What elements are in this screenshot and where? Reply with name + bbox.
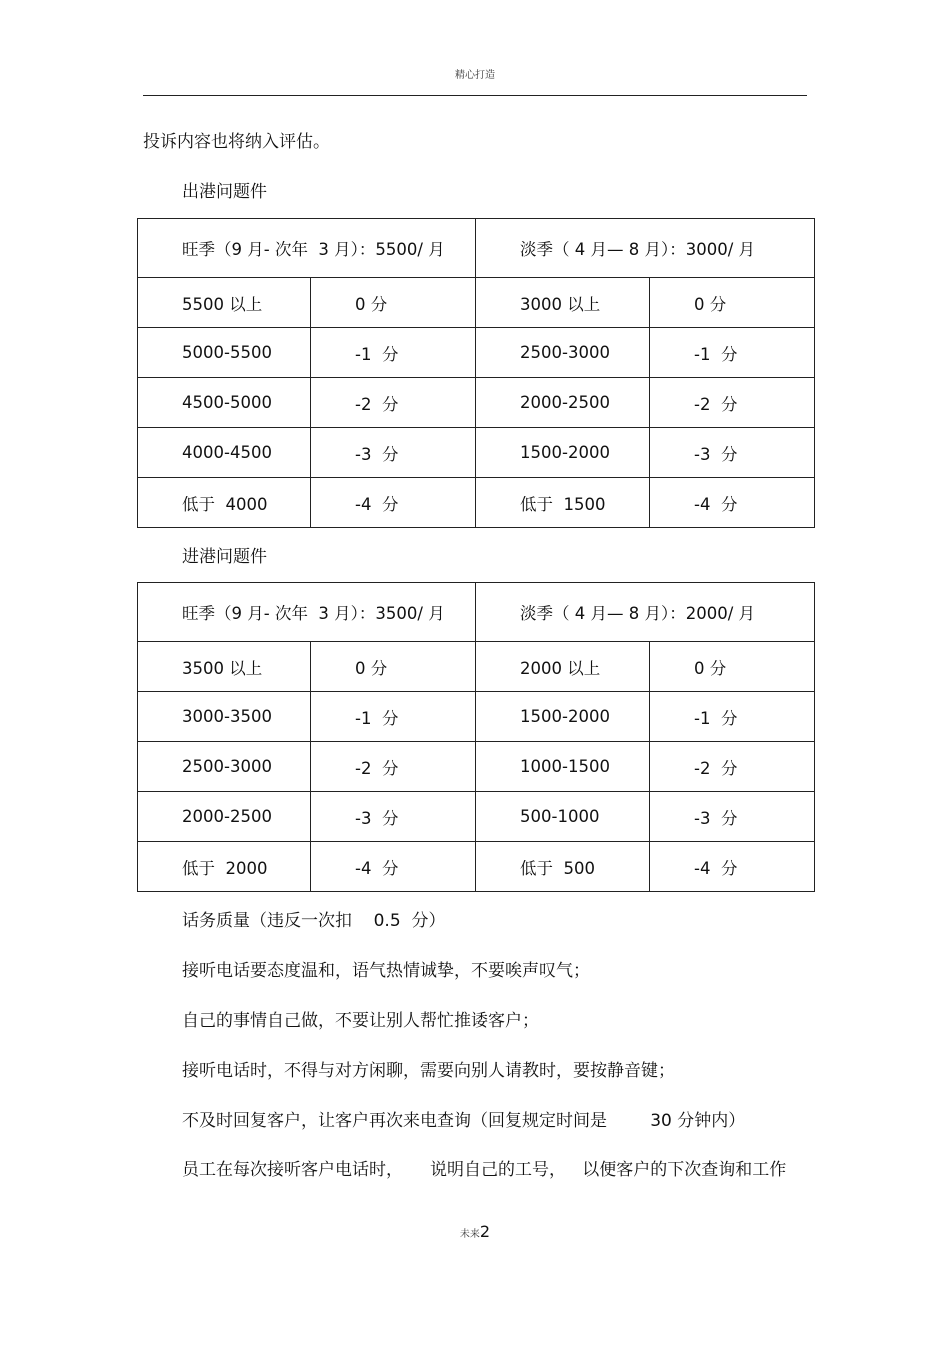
peak-score-cell: 0 分 — [311, 278, 476, 328]
peak-score-cell: -3 分 — [311, 792, 476, 842]
off-range-cell: 2500-3000 — [476, 328, 650, 378]
peak-score-cell: -1 分 — [311, 692, 476, 742]
quality-rule-5: 员工在每次接听客户电话时， 说明自己的工号， 以便客户的下次查询和工作 — [182, 1160, 787, 1180]
off-score-cell: -4 分 — [650, 842, 815, 892]
table-row — [138, 278, 815, 328]
header-divider — [143, 95, 807, 96]
footer-prefix: 未来 — [459, 1229, 480, 1240]
off-range-cell: 2000-2500 — [476, 378, 650, 428]
table-header-row — [138, 219, 815, 278]
off-score-cell: -3 分 — [650, 792, 815, 842]
quality-rule-3: 接听电话时，不得与对方闲聊，需要向别人请教时，要按静音键； — [182, 1061, 675, 1081]
peak-score-cell: -4 分 — [311, 842, 476, 892]
page-number: 2 — [479, 1222, 491, 1241]
outbound-section-title: 出港问题件 — [182, 182, 267, 202]
table-row — [138, 642, 815, 692]
off-score-cell: -4 分 — [650, 478, 815, 528]
table-row — [138, 328, 815, 378]
quality-rule-2: 自己的事情自己做，不要让别人帮忙推诿客户； — [182, 1011, 539, 1031]
peak-range-cell: 2000-2500 — [138, 792, 311, 842]
table-row — [138, 742, 815, 792]
off-score-cell: 0 分 — [650, 642, 815, 692]
peak-season-header: 旺季（9 月- 次年 3 月）：3500/ 月 — [138, 583, 476, 642]
peak-range-cell: 低于 4000 — [138, 478, 311, 528]
off-score-cell: -2 分 — [650, 742, 815, 792]
peak-score-cell: -2 分 — [311, 742, 476, 792]
off-range-cell: 500-1000 — [476, 792, 650, 842]
off-score-cell: -1 分 — [650, 328, 815, 378]
peak-range-cell: 2500-3000 — [138, 742, 311, 792]
off-score-cell: -1 分 — [650, 692, 815, 742]
peak-range-cell: 低于 2000 — [138, 842, 311, 892]
table-row — [138, 792, 815, 842]
table-row — [138, 692, 815, 742]
table-row — [138, 378, 815, 428]
peak-score-cell: 0 分 — [311, 642, 476, 692]
peak-range-cell: 3500 以上 — [138, 642, 311, 692]
off-range-cell: 1500-2000 — [476, 428, 650, 478]
page-header: 精心打造 — [455, 70, 495, 81]
off-score-cell: 0 分 — [650, 278, 815, 328]
quality-section-title: 话务质量（违反一次扣 0.5 分） — [182, 911, 446, 931]
off-range-cell: 1000-1500 — [476, 742, 650, 792]
off-score-cell: -3 分 — [650, 428, 815, 478]
table-row — [138, 842, 815, 892]
off-range-cell: 低于 500 — [476, 842, 650, 892]
off-range-cell: 2000 以上 — [476, 642, 650, 692]
off-score-cell: -2 分 — [650, 378, 815, 428]
quality-rule-4: 不及时回复客户，让客户再次来电查询（回复规定时间是 30 分钟内） — [182, 1111, 746, 1131]
peak-range-cell: 5000-5500 — [138, 328, 311, 378]
quality-rule-1: 接听电话要态度温和，语气热情诚挚，不要唉声叹气； — [182, 961, 590, 981]
peak-score-cell: -3 分 — [311, 428, 476, 478]
peak-season-header: 旺季（9 月- 次年 3 月）：5500/ 月 — [138, 219, 476, 278]
peak-score-cell: -2 分 — [311, 378, 476, 428]
peak-range-cell: 4500-5000 — [138, 378, 311, 428]
off-range-cell: 3000 以上 — [476, 278, 650, 328]
inbound-score-table — [137, 582, 815, 892]
outbound-score-table — [137, 218, 815, 528]
off-season-header: 淡季（ 4 月— 8 月）：2000/ 月 — [476, 583, 815, 642]
peak-score-cell: -4 分 — [311, 478, 476, 528]
page-footer — [0, 1222, 950, 1241]
peak-score-cell: -1 分 — [311, 328, 476, 378]
table-row — [138, 478, 815, 528]
table-row — [138, 428, 815, 478]
inbound-section-title: 进港问题件 — [182, 547, 267, 567]
off-range-cell: 1500-2000 — [476, 692, 650, 742]
peak-range-cell: 5500 以上 — [138, 278, 311, 328]
off-range-cell: 低于 1500 — [476, 478, 650, 528]
table-header-row — [138, 583, 815, 642]
peak-range-cell: 3000-3500 — [138, 692, 311, 742]
off-season-header: 淡季（ 4 月— 8 月）：3000/ 月 — [476, 219, 815, 278]
peak-range-cell: 4000-4500 — [138, 428, 311, 478]
intro-text: 投诉内容也将纳入评估。 — [143, 132, 330, 152]
